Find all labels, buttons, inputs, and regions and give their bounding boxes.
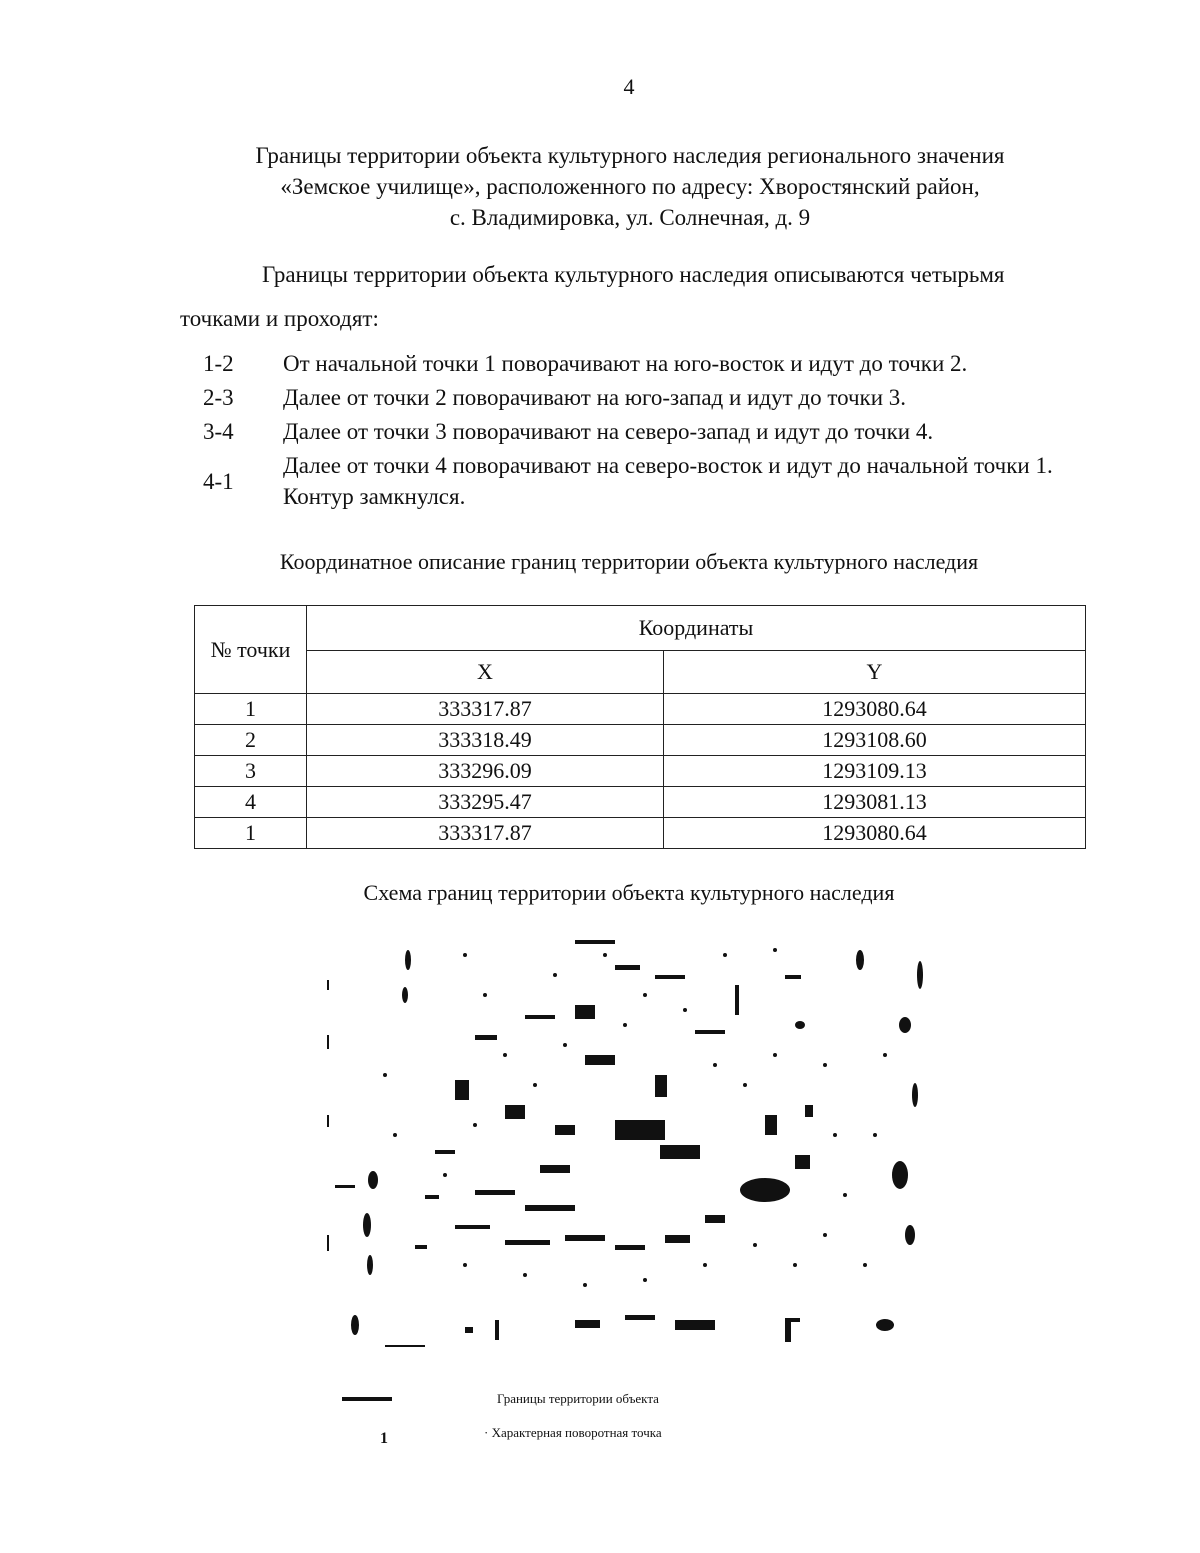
- header-y: Y: [664, 651, 1086, 694]
- header-point-number: № точки: [195, 606, 307, 694]
- header-coordinates: Координаты: [307, 606, 1086, 651]
- intro-line-2: точками и проходят:: [180, 306, 379, 331]
- legend-point-symbol: 1: [380, 1430, 388, 1447]
- route-segment: 3-4: [203, 419, 234, 444]
- route-text: Далее от точки 2 поворачивают на юго-запад и идут до точки 3.: [283, 385, 907, 410]
- heading-line-1: Границы территории объекта культурного наследия регионального значения: [255, 143, 1005, 168]
- table-row: [195, 694, 1086, 725]
- route-segment: 4-1: [203, 469, 234, 494]
- legend-boundary-label: Границы территории объекта: [497, 1391, 659, 1406]
- cell-y: 1293081.13: [664, 787, 1086, 818]
- cell-x: 333296.09: [307, 756, 664, 787]
- table-row: [195, 756, 1086, 787]
- table-row: [195, 818, 1086, 849]
- route-text: От начальной точки 1 поворачивают на юго-восток и идут до точки 2.: [283, 351, 968, 376]
- cell-y: 1293080.64: [664, 818, 1086, 849]
- cell-y: 1293080.64: [664, 694, 1086, 725]
- heading-line-2: «Земское училище», расположенного по адресу: Хворостянский район,: [280, 174, 980, 199]
- legend-boundary-symbol: [342, 1397, 392, 1401]
- page-number: 4: [623, 74, 635, 99]
- table-row: [195, 725, 1086, 756]
- cell-point: 2: [195, 725, 307, 756]
- boundary-scheme-map: [325, 935, 940, 1360]
- header-x: X: [307, 651, 664, 694]
- cell-point: 3: [195, 756, 307, 787]
- heading-line-3: с. Владимировка, ул. Солнечная, д. 9: [449, 205, 811, 230]
- cell-x: 333295.47: [307, 787, 664, 818]
- cell-x: 333317.87: [307, 818, 664, 849]
- cell-x: 333317.87: [307, 694, 664, 725]
- scheme-caption: Схема границ территории объекта культурного наследия: [363, 880, 895, 905]
- route-segment: 2-3: [203, 385, 234, 410]
- route-text: Далее от точки 3 поворачивают на северо-запад и идут до точки 4.: [283, 419, 934, 444]
- legend-point-label: · Характерная поворотная точка: [484, 1425, 662, 1440]
- intro-line-1: Границы территории объекта культурного наследия описываются четырьмя: [262, 262, 1005, 287]
- cell-point: 1: [195, 818, 307, 849]
- cell-y: 1293109.13: [664, 756, 1086, 787]
- cell-x: 333318.49: [307, 725, 664, 756]
- table-caption: Координатное описание границ территории объекта культурного наследия: [279, 549, 979, 574]
- route-text: Далее от точки 4 поворачивают на северо-восток и идут до начальной точки 1. Контур замкнулся.: [283, 453, 1053, 509]
- cell-point: 4: [195, 787, 307, 818]
- table-row: [195, 787, 1086, 818]
- coordinates-table: [194, 605, 1086, 849]
- cell-y: 1293108.60: [664, 725, 1086, 756]
- route-segment: 1-2: [203, 351, 234, 376]
- document-heading: [180, 140, 1080, 233]
- cell-point: 1: [195, 694, 307, 725]
